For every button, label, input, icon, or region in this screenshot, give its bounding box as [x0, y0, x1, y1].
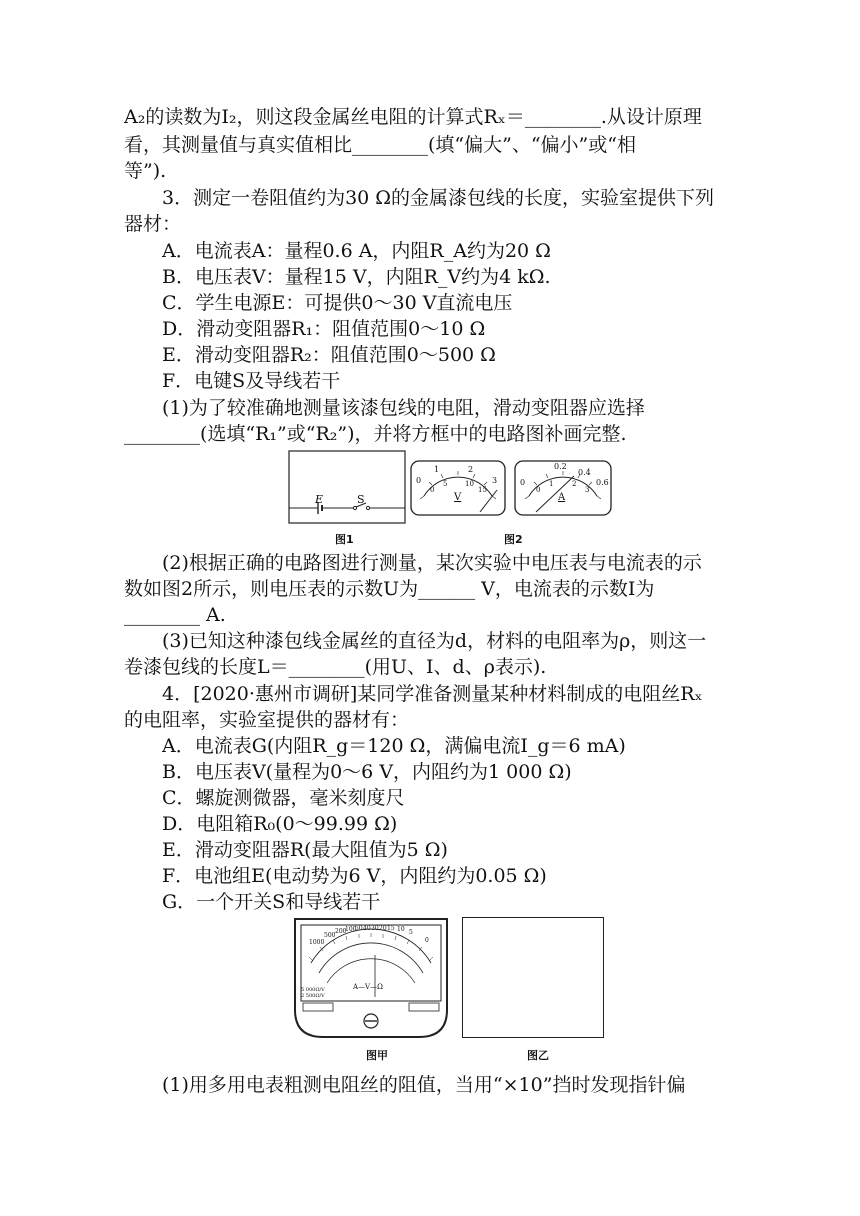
ammeter-tick: 0.6 [596, 478, 609, 487]
multimeter-spec: 5 000Ω/V [301, 987, 325, 993]
sub-question-1: (1)为了较准确地测量该漆包线的电阻，滑动变阻器应选择 [162, 397, 645, 419]
ammeter-tick: 0 [536, 486, 541, 494]
ohm-tick: 0 [425, 937, 429, 944]
ammeter-tick: 0.2 [554, 462, 567, 471]
multimeter-spec: 2 500Ω/V [301, 993, 325, 999]
option-f: F．电键S及导线若干 [162, 370, 341, 392]
ohm-tick: 5 [409, 929, 413, 936]
option-c: C．螺旋测微器，毫米刻度尺 [162, 787, 405, 809]
option-f: F．电池组E(电动势为6 V，内阻约为0.05 Ω) [162, 865, 547, 887]
option-b: B．电压表V(量程为0～6 V，内阻约为1 000 Ω) [162, 761, 572, 783]
voltmeter-tick: 5 [443, 480, 448, 488]
voltmeter-tick: 0 [430, 486, 435, 494]
option-g: G．一个开关S和导线若干 [162, 891, 381, 913]
text-line: 卷漆包线的长度L＝________(用U、I、d、ρ表示). [124, 656, 547, 678]
option-c: C．学生电源E：可提供0～30 V直流电压 [162, 292, 513, 314]
figure-caption: 图甲 [366, 1049, 388, 1062]
option-a: A．电流表G(内阻R_g＝120 Ω，满偏电流I_g＝6 mA) [162, 735, 626, 757]
voltmeter-tick: 2 [468, 465, 474, 474]
voltmeter-label: V [454, 492, 462, 503]
sub-question-1: (1)用多用电表粗测电阻丝的阻值，当用“×10”挡时发现指针偏 [162, 1074, 686, 1096]
voltmeter-tick: 0 [416, 476, 422, 485]
ammeter-tick: 3 [585, 486, 590, 494]
option-a: A．电流表A：量程0.6 A，内阻R_A约为20 Ω [162, 240, 551, 262]
ohm-tick: 200 [335, 928, 347, 935]
ammeter-tick: 1 [549, 480, 554, 488]
figure-caption: 图2 [504, 533, 523, 546]
text-line: A₂的读数为I₂，则这段金属丝电阻的计算式Rₓ＝________.从设计原理 [124, 106, 702, 128]
ohm-tick: 500 [324, 932, 336, 939]
option-b: B．电压表V：量程15 V，内阻R_V约为4 kΩ. [162, 266, 551, 288]
question-4-stem: 4．[2020·惠州市调研]某同学准备测量某种材料制成的电阻丝Rₓ [162, 683, 703, 705]
multimeter-figure [291, 915, 451, 1040]
multimeter-label: A—V—Ω [353, 983, 383, 991]
ammeter-tick: 2 [572, 480, 577, 488]
ohm-tick: 40 [363, 925, 371, 932]
text-line: 数如图2所示，则电压表的示数U为______ V，电流表的示数I为 [124, 578, 655, 600]
battery-label: E [315, 493, 324, 506]
sub-question-3: (3)已知这种漆包线金属丝的直径为d，材料的电阻率为ρ，则这一 [162, 630, 707, 652]
text-line: ________ A. [124, 604, 226, 626]
empty-circuit-box [462, 917, 604, 1038]
voltmeter-tick: 3 [492, 476, 498, 485]
option-d: D．滑动变阻器R₁：阻值范围0～10 Ω [162, 318, 486, 340]
ammeter-tick: 0.4 [578, 468, 591, 477]
voltmeter-tick: 15 [478, 486, 487, 494]
ohm-tick: 15 [387, 925, 395, 932]
ammeter-dial [514, 460, 612, 516]
ammeter-tick: 0 [520, 478, 526, 487]
ohm-tick: 20 [379, 925, 387, 932]
voltmeter-dial [410, 460, 506, 516]
figure-caption: 图乙 [527, 1049, 549, 1062]
text-line: ________(选填“R₁”或“R₂”)，并将方框中的电路图补画完整. [124, 423, 627, 445]
voltmeter-tick: 1 [434, 465, 440, 474]
ohm-tick: 1000 [309, 939, 325, 946]
text-line: 看，其测量值与真实值相比________(填“偏大”、“偏小”或“相 [124, 134, 636, 156]
text-line: 的电阻率，实验室提供的器材有： [124, 709, 410, 731]
option-d: D．电阻箱R₀(0～99.99 Ω) [162, 813, 398, 835]
sub-question-2: (2)根据正确的电路图进行测量，某次实验中电压表与电流表的示 [162, 552, 702, 574]
text-line: 器材： [124, 213, 182, 235]
voltmeter-tick: 10 [465, 480, 474, 488]
ohm-tick: 30 [371, 925, 379, 932]
circuit-figure [288, 450, 406, 524]
ohm-tick: 100 [345, 926, 357, 933]
figure-caption: 图1 [335, 533, 354, 546]
text-line: 等”). [124, 160, 167, 182]
option-e: E．滑动变阻器R(最大阻值为5 Ω) [162, 839, 448, 861]
switch-label: S [357, 493, 365, 506]
ohm-tick: 50 [355, 925, 363, 932]
ohm-tick: 10 [397, 926, 405, 933]
ammeter-label: A [558, 492, 566, 503]
option-e: E．滑动变阻器R₂：阻值范围0～500 Ω [162, 344, 496, 366]
question-3-stem: 3．测定一卷阻值约为30 Ω的金属漆包线的长度，实验室提供下列 [162, 187, 715, 209]
